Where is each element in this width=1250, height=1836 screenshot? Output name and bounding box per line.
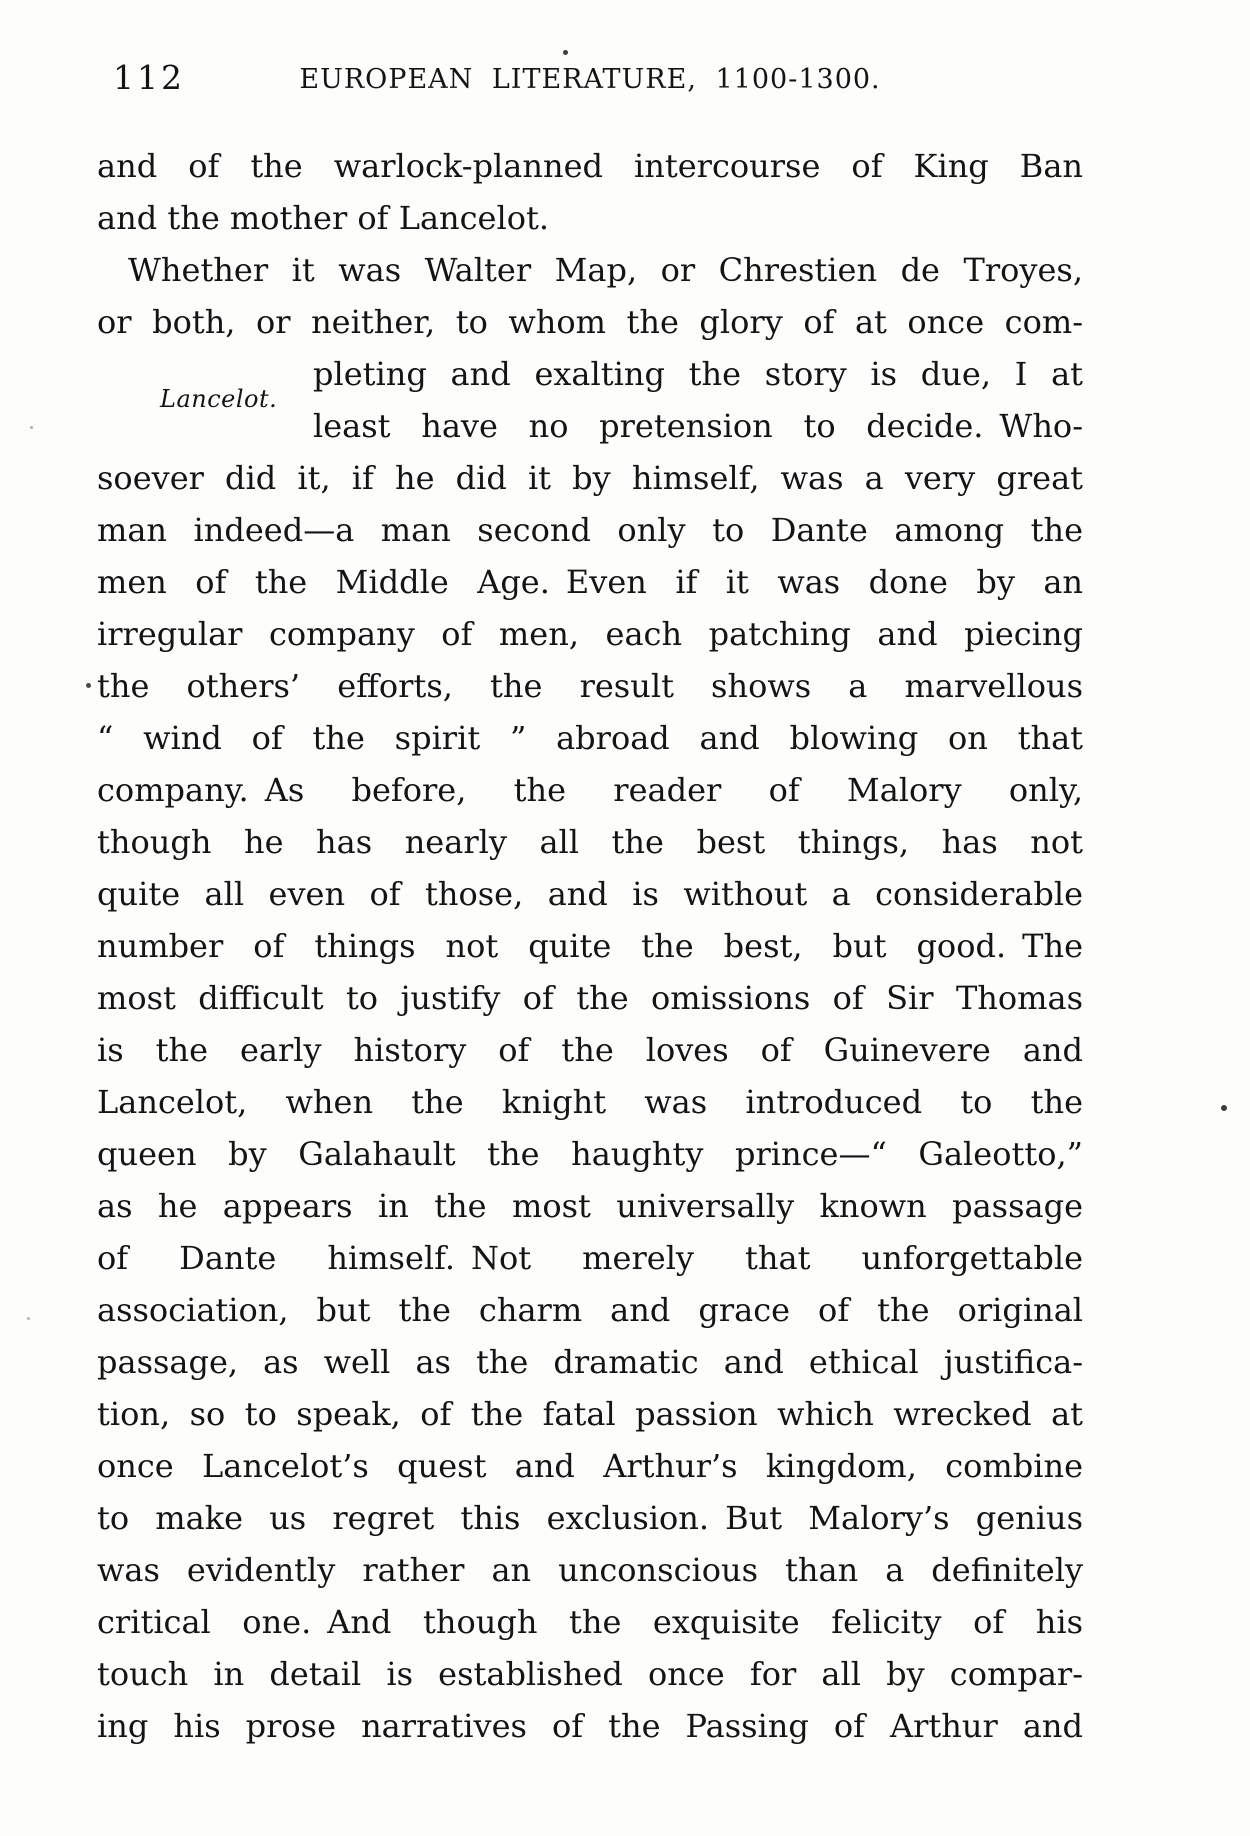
scan-speck <box>86 683 91 688</box>
text-line: critical one. And though the exquisite felicity of his <box>97 1603 1083 1641</box>
text-line: “ wind of the spirit ” abroad and blowing on that <box>97 719 1083 757</box>
text-line: is the early history of the loves of Guinevere and <box>97 1031 1083 1069</box>
scan-speck <box>1221 1105 1227 1111</box>
text-line: and of the warlock-planned intercourse of King Ban <box>97 147 1083 185</box>
text-line: the others’ efforts, the result shows a marvellous <box>97 667 1083 705</box>
text-line: irregular company of men, each patching and piecing <box>97 615 1083 653</box>
text-line: to make us regret this exclusion. But Malory’s genius <box>97 1499 1083 1537</box>
running-header-title: EUROPEAN LITERATURE, 1100-1300. <box>299 64 881 95</box>
page-number: 112 <box>113 58 185 97</box>
text-line: was evidently rather an unconscious than a definitely <box>97 1551 1083 1589</box>
body-text <box>97 140 1083 1752</box>
margin-note: Lancelot. <box>160 385 278 413</box>
running-header-row <box>97 56 1083 102</box>
scan-speck <box>27 1317 30 1320</box>
text-line: men of the Middle Age. Even if it was done by an <box>97 563 1083 601</box>
text-line: least have no pretension to decide. Who- <box>313 407 1083 445</box>
text-line: number of things not quite the best, but good. The <box>97 927 1083 965</box>
text-line: quite all even of those, and is without a considerable <box>97 875 1083 913</box>
text-line: of Dante himself. Not merely that unforgettable <box>97 1239 1083 1277</box>
text-line: soever did it, if he did it by himself, was a very great <box>97 459 1083 497</box>
text-line: tion, so to speak, of the fatal passion which wrecked at <box>97 1395 1083 1433</box>
text-line: as he appears in the most universally known passage <box>97 1187 1083 1225</box>
text-line: touch in detail is established once for all by compar- <box>97 1655 1083 1693</box>
text-line: Whether it was Walter Map, or Chrestien de Troyes, <box>128 251 1083 289</box>
scan-speck <box>30 426 33 429</box>
text-line: Lancelot, when the knight was introduced to the <box>97 1083 1083 1121</box>
text-line: association, but the charm and grace of the original <box>97 1291 1083 1329</box>
text-line: though he has nearly all the best things, has not <box>97 823 1083 861</box>
text-line: once Lancelot’s quest and Arthur’s kingdom, combine <box>97 1447 1083 1485</box>
text-line: ing his prose narratives of the Passing of Arthur and <box>97 1707 1083 1745</box>
text-line: or both, or neither, to whom the glory of at once com- <box>97 303 1083 341</box>
text-line: and the mother of Lancelot. <box>97 199 550 237</box>
text-line: most difficult to justify of the omissions of Sir Thomas <box>97 979 1083 1017</box>
text-line: man indeed—a man second only to Dante among the <box>97 511 1083 549</box>
text-line: queen by Galahault the haughty prince—“ Galeotto,” <box>97 1135 1083 1173</box>
text-line: company. As before, the reader of Malory only, <box>97 771 1083 809</box>
scan-speck <box>563 50 568 55</box>
text-line: pleting and exalting the story is due, I at <box>313 355 1083 393</box>
text-line: passage, as well as the dramatic and ethical justifica- <box>97 1343 1083 1381</box>
